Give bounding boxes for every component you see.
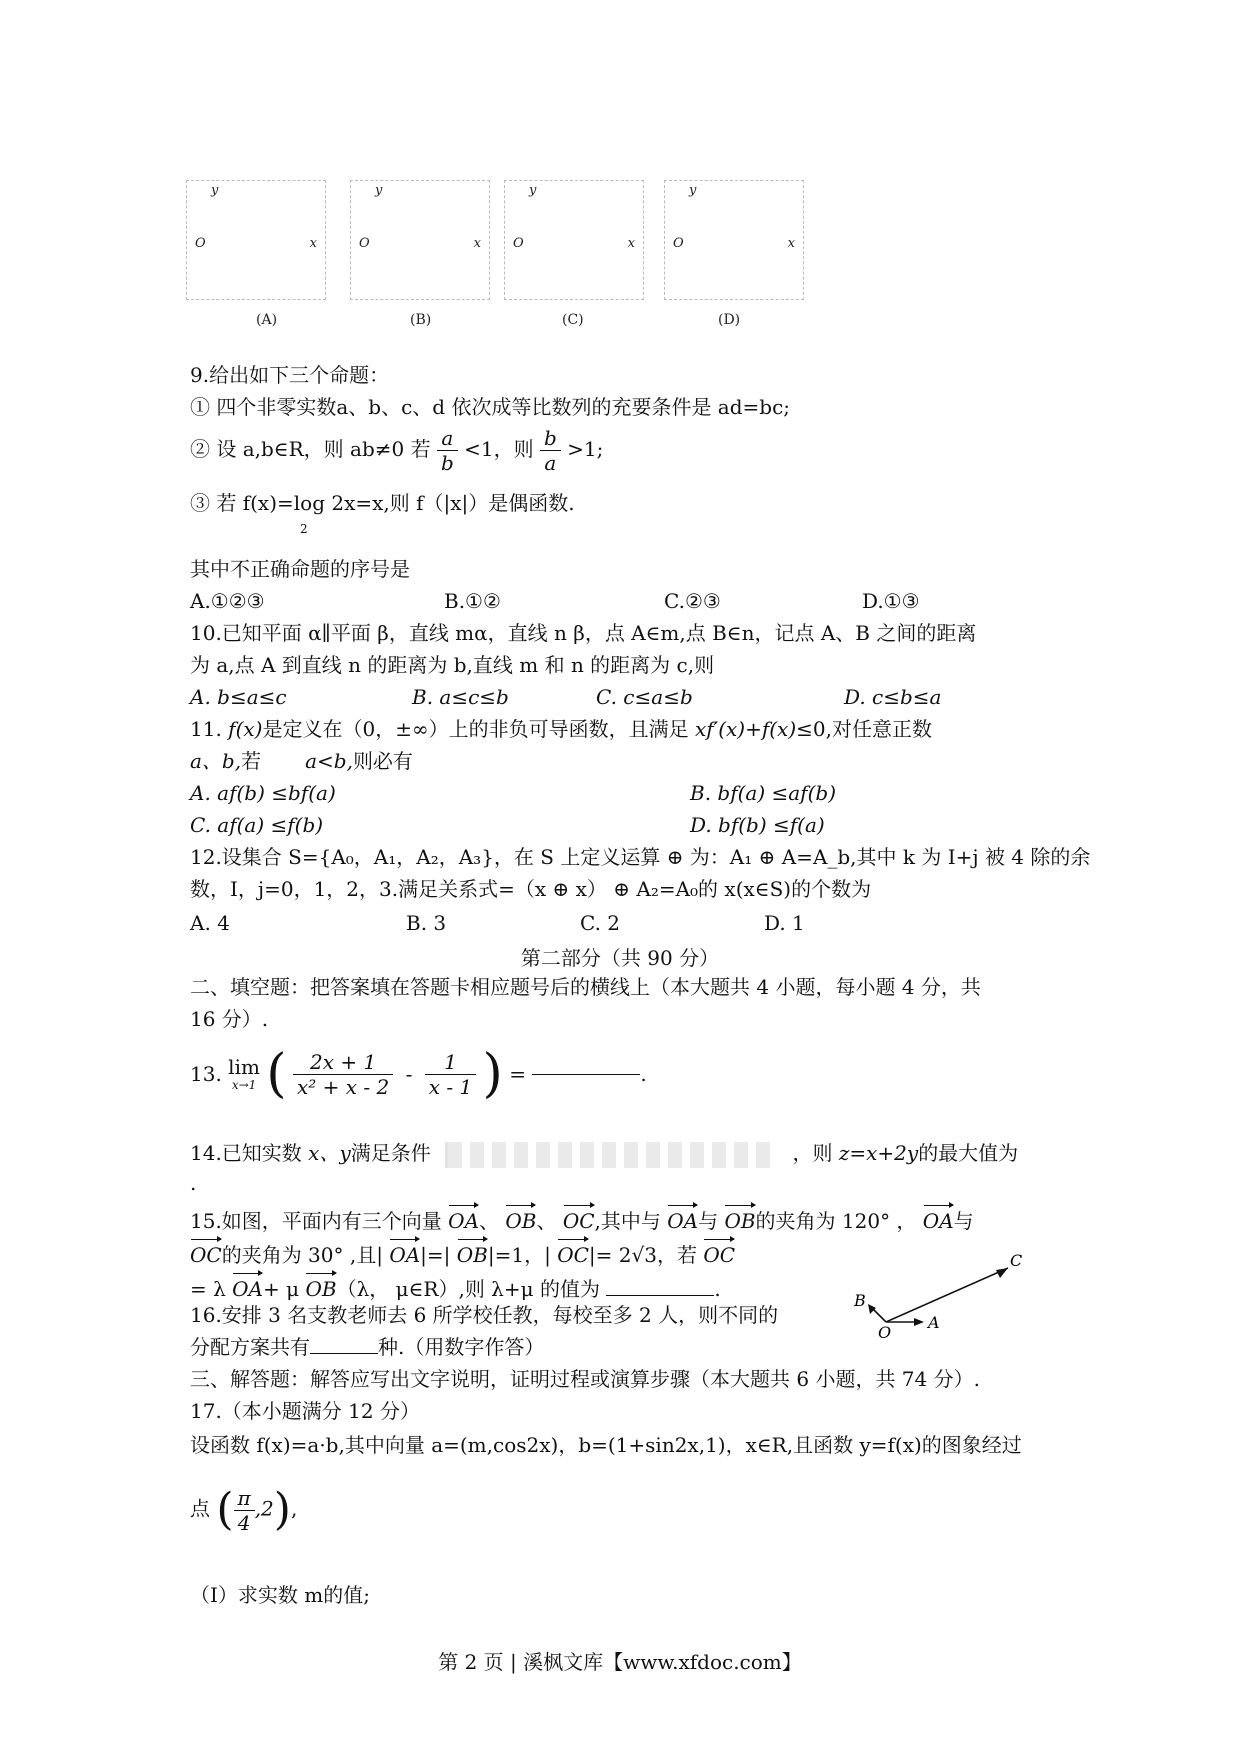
- q14-d: 的最大值为: [918, 1141, 1019, 1165]
- q15-answer-blank[interactable]: [606, 1295, 714, 1296]
- frac-den: x - 1: [428, 1074, 473, 1099]
- q9-frac1: [437, 426, 458, 475]
- graph-b: [350, 180, 490, 300]
- q10-option-b: B. a≤c≤b: [412, 685, 509, 709]
- q10-option-c: C. c≤a≤b: [596, 685, 693, 709]
- q11-option-d: D. bf(b) ≤f(a): [690, 813, 825, 837]
- q17-rparen: ): [273, 1484, 291, 1535]
- q14-a: 14.已知实数: [190, 1141, 309, 1165]
- fig-label-a: A: [928, 1313, 940, 1332]
- q13-rparen: ): [482, 1044, 503, 1104]
- q11-line1: [190, 716, 932, 742]
- q9-prop2-b: <1，则: [464, 437, 534, 461]
- q15-line3: [190, 1270, 721, 1302]
- q17-pi-frac: [234, 1486, 255, 1535]
- q14-z: z=x+2y: [838, 1141, 919, 1165]
- q17-point-tail: ,2: [254, 1496, 274, 1521]
- q17-heading: 17.（本小题满分 12 分）: [190, 1399, 420, 1423]
- q15-sep: 、: [479, 1209, 500, 1233]
- vector-oc: OC: [563, 1202, 595, 1234]
- q10-option-a: A. b≤a≤c: [190, 685, 287, 709]
- graph-y-label: y: [689, 183, 697, 198]
- frac-den: x² + x - 2: [296, 1074, 390, 1099]
- q13-minus: -: [405, 1062, 413, 1086]
- q15-line1: [190, 1202, 974, 1234]
- q10-line1: 10.已知平面 α∥平面 β，直线 mα，直线 n β，点 A∈m,点 B∈n，记点 A、B 之间的距离: [190, 621, 977, 645]
- graph-y-label: y: [375, 183, 383, 198]
- vector-ob: OB: [724, 1202, 755, 1234]
- section3-title: 三、解答题：解答应写出文字说明，证明过程或演算步骤（本大题共 6 小题，共 74 分）.: [190, 1367, 980, 1391]
- vector-ob: OB: [305, 1270, 336, 1302]
- q12-line1: 12.设集合 S={A₀，A₁，A₂，A₃}，在 S 上定义运算 ⊕ 为：A₁ ⊕ A=A_b,其中 k 为 I+j 被 4 除的余: [190, 845, 1091, 869]
- q15-text: ,其中与: [594, 1209, 661, 1233]
- q12-line2: 数，I，j=0，1，2，3.满足关系式=（x ⊕ x） ⊕ A₂=A₀的 x(x∈S)的个数为: [190, 877, 872, 901]
- vector-oa: OA: [232, 1270, 263, 1302]
- q9-option-b: B.①②: [444, 589, 501, 613]
- graph-x-label: x: [627, 236, 635, 251]
- q16-line2: [190, 1334, 544, 1360]
- q9-prop2: [190, 426, 603, 475]
- page-footer: 第 2 页 | 溪枫文库【www.xfdoc.com】: [438, 1650, 802, 1674]
- q15-value: 2√3: [618, 1243, 657, 1267]
- frac-num: a: [437, 426, 458, 451]
- q17-comma: ,: [290, 1496, 298, 1521]
- q13-lim-sub: x→1: [231, 1078, 257, 1092]
- q13-num: 13.: [190, 1062, 222, 1086]
- q9-frac2: [540, 426, 561, 475]
- vector-oa: OA: [389, 1236, 420, 1268]
- q13-frac2: [425, 1050, 476, 1099]
- q14-b: 满足条件: [350, 1141, 431, 1165]
- q16-line1: 16.安排 3 名支教老师去 6 所学校任教，每校至多 2 人，则不同的: [190, 1303, 779, 1327]
- q13-lparen: (: [266, 1044, 287, 1104]
- q15-text: |=: [588, 1243, 613, 1267]
- q13-end: .: [640, 1062, 647, 1086]
- caption-b: (B): [410, 312, 432, 328]
- frac-num: 1: [425, 1050, 476, 1075]
- q15-text: （λ， μ∈R）,则 λ+μ 的值为: [336, 1277, 600, 1301]
- q15-text: ，若: [656, 1243, 697, 1267]
- q15-sep: 、: [536, 1209, 557, 1233]
- fig-label-o: O: [878, 1323, 892, 1338]
- part2-title: 第二部分（共 90 分）: [520, 946, 720, 970]
- graph-a: [186, 180, 326, 300]
- q11-if: 若: [241, 749, 262, 773]
- q11-line2: [190, 748, 413, 774]
- section2-line2: 16 分）.: [190, 1007, 269, 1031]
- q15-text: 的夹角为 30° ,且|: [221, 1243, 383, 1267]
- q15-text: 15.如图，平面内有三个向量: [190, 1209, 442, 1233]
- q15-vector-figure: [844, 1240, 1024, 1338]
- q13: [190, 1044, 647, 1104]
- frac-den: 4: [237, 1510, 251, 1535]
- q9-ask: 其中不正确命题的序号是: [190, 557, 410, 581]
- q17-lparen: (: [216, 1484, 234, 1535]
- caption-d: (D): [718, 312, 741, 328]
- q11-num: 11.: [190, 717, 229, 741]
- fig-label-c: C: [1010, 1251, 1023, 1270]
- frac-num: 2x + 1: [293, 1050, 393, 1075]
- q11-must: 则必有: [352, 749, 413, 773]
- q15-line2: [190, 1236, 735, 1268]
- q9-prop3: ③ 若 f(x)=log 2x=x,则 f（|x|）是偶函数.: [190, 491, 575, 515]
- vector-oc: OC: [557, 1236, 589, 1268]
- q15-text: + μ: [263, 1277, 300, 1301]
- q12-option-c: C. 2: [580, 911, 621, 935]
- graph-x-label: x: [309, 236, 317, 251]
- q9-stem: 9.给出如下三个命题：: [190, 363, 390, 387]
- q14: [190, 1140, 1018, 1168]
- q10-option-d: D. c≤b≤a: [844, 685, 942, 709]
- section2-line1: 二、填空题：把答案填在答题卡相应题号后的横线上（本大题共 4 小题，每小题 4 分，共: [190, 975, 981, 999]
- q12-option-d: D. 1: [764, 911, 805, 935]
- q9-option-a: A.①②③: [190, 589, 265, 613]
- q9-log-base: 2: [300, 522, 308, 536]
- q17-line1: 设函数 f(x)=a·b,其中向量 a=(m,cos2x)，b=(1+sin2x,1)，x∈R,且函数 y=f(x)的图象经过: [190, 1433, 1022, 1457]
- vector-ob: OB: [457, 1236, 488, 1268]
- vector-oa: OA: [667, 1202, 698, 1234]
- q17-line2: [190, 1484, 297, 1536]
- graph-x-label: x: [473, 236, 481, 251]
- vector-oc: OC: [703, 1236, 735, 1268]
- q13-answer-blank[interactable]: [532, 1074, 640, 1075]
- graph-c: [504, 180, 644, 300]
- q11-altb: a<b,: [305, 749, 353, 773]
- q11-option-a: A. af(b) ≤bf(a): [190, 781, 336, 805]
- frac-num: π: [234, 1486, 255, 1511]
- q14-c: ，则: [792, 1141, 839, 1165]
- q13-frac1: [293, 1050, 393, 1099]
- caption-a: (A): [256, 312, 278, 328]
- frac-num: b: [540, 426, 561, 451]
- vector-oc: OC: [190, 1236, 222, 1268]
- graph-origin: O: [195, 236, 206, 251]
- q15-text: |=1，|: [487, 1243, 551, 1267]
- q17-part1: （Ⅰ）求实数 m的值;: [190, 1583, 370, 1607]
- q9-prop1: ① 四个非零实数a、b、c、d 依次成等比数列的充要条件是 ad=bc;: [190, 395, 791, 419]
- q12-option-b: B. 3: [406, 911, 447, 935]
- graph-origin: O: [673, 236, 684, 251]
- q11-option-c: C. af(a) ≤f(b): [190, 813, 324, 837]
- q13-eq: =: [509, 1062, 526, 1086]
- frac-den: a: [544, 451, 557, 475]
- caption-c: (C): [562, 312, 584, 328]
- q11-fx: f(x): [228, 717, 263, 741]
- q15-text: |=|: [420, 1243, 451, 1267]
- vector-oa: OA: [448, 1202, 479, 1234]
- graph-d: [664, 180, 804, 300]
- graph-origin: O: [359, 236, 370, 251]
- q11-text: 是定义在（0，±∞）上的非负可导函数，且满足: [262, 717, 695, 741]
- q14-constraints-image: [445, 1142, 778, 1168]
- vector-ob: OB: [505, 1202, 536, 1234]
- q11-text2: ≤0,对任意正数: [796, 717, 932, 741]
- q13-lim: lim: [228, 1055, 260, 1079]
- q10-line2: 为 a,点 A 到直线 n 的距离为 b,直线 m 和 n 的距离为 c,则: [190, 653, 715, 677]
- vector-oa: OA: [923, 1202, 954, 1234]
- q16-answer-blank[interactable]: [310, 1353, 378, 1354]
- q15-end: .: [714, 1277, 721, 1301]
- fig-label-b: B: [854, 1291, 866, 1310]
- q16-text: 种.（用数字作答）: [378, 1335, 545, 1359]
- graph-y-label: y: [211, 183, 219, 198]
- q11-cond: xf′(x)+f(x): [694, 717, 797, 741]
- q15-text: = λ: [190, 1277, 226, 1301]
- q14-vars: x、y: [308, 1141, 351, 1165]
- graph-x-label: x: [787, 236, 795, 251]
- q9-prop2-a: ② 设 a,b∈R，则 ab≠0 若: [190, 437, 431, 461]
- q14-end: .: [190, 1171, 197, 1195]
- graph-y-label: y: [529, 183, 537, 198]
- q17-point-label: 点: [190, 1496, 210, 1521]
- q16-text: 分配方案共有: [190, 1335, 310, 1359]
- q11-ab: a、b,: [190, 749, 242, 773]
- q15-text: 的夹角为 120° ，: [755, 1209, 917, 1233]
- q9-prop2-c: >1;: [567, 437, 604, 461]
- q12-option-a: A. 4: [190, 911, 230, 935]
- frac-den: b: [440, 451, 454, 475]
- q9-option-d: D.①③: [862, 589, 920, 613]
- graph-origin: O: [513, 236, 524, 251]
- q15-text: 与: [698, 1209, 719, 1233]
- q11-option-b: B. bf(a) ≤af(b): [690, 781, 836, 805]
- q9-option-c: C.②③: [664, 589, 721, 613]
- q15-text: 与: [953, 1209, 974, 1233]
